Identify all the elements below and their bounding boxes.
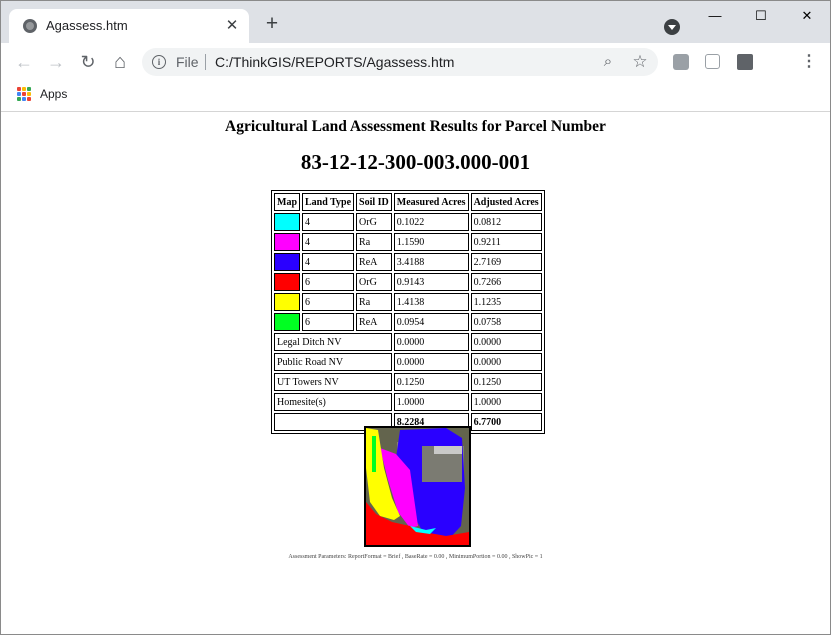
cell-adjusted: 0.7266 [471, 273, 542, 291]
table-row [274, 373, 542, 391]
address-bar[interactable] [142, 48, 658, 76]
map-color-swatch [274, 233, 300, 251]
map-color-swatch [274, 293, 300, 311]
apps-dot [27, 92, 31, 96]
globe-icon [23, 19, 37, 33]
cell-label: Legal Ditch NV [274, 333, 392, 351]
cell-land-type: 4 [302, 213, 354, 231]
table-row [274, 333, 542, 351]
info-icon[interactable]: i [152, 55, 166, 69]
apps-dot [22, 87, 26, 91]
bookmark-star-icon[interactable]: ☆ [632, 52, 648, 71]
apps-dot [17, 87, 21, 91]
forward-button[interactable]: → [47, 52, 65, 72]
shield-extension-icon[interactable] [705, 54, 720, 69]
parcel-map-image [364, 426, 471, 547]
cell-measured: 1.1590 [394, 233, 469, 251]
tab-search-icon[interactable] [664, 19, 680, 35]
cell-measured: 0.0000 [394, 333, 469, 351]
map-color-swatch [274, 313, 300, 331]
cell-measured: 0.0954 [394, 313, 469, 331]
cell-adjusted: 1.1235 [471, 293, 542, 311]
report-title: Agricultural Land Assessment Results for Parcel Number [225, 118, 606, 135]
cell-adjusted: 0.1250 [471, 373, 542, 391]
cell-label: Public Road NV [274, 353, 392, 371]
browser-tab[interactable] [9, 9, 249, 43]
cell-measured: 0.0000 [394, 353, 469, 371]
cell-adjusted: 0.0758 [471, 313, 542, 331]
cell-land-type: 6 [302, 313, 354, 331]
cell-soil-id: Ra [356, 233, 392, 251]
table-row [274, 233, 542, 251]
cell-land-type: 4 [302, 233, 354, 251]
cell-measured: 3.4188 [394, 253, 469, 271]
map-color-swatch [274, 273, 300, 291]
total-adjusted: 6.7700 [471, 413, 542, 431]
cell-measured: 0.1250 [394, 373, 469, 391]
column-header: Adjusted Acres [471, 193, 542, 211]
url-text[interactable]: C:/ThinkGIS/REPORTS/Agassess.htm [215, 54, 455, 70]
cell-label: UT Towers NV [274, 373, 392, 391]
cell-adjusted: 0.0812 [471, 213, 542, 231]
zoom-icon[interactable]: ⌕ [603, 53, 613, 70]
page-content [1, 112, 830, 634]
apps-dot [27, 97, 31, 101]
cell-land-type: 4 [302, 253, 354, 271]
cell-label: Homesite(s) [274, 393, 392, 411]
apps-dot [22, 97, 26, 101]
apps-dot [17, 97, 21, 101]
table-row [274, 273, 542, 291]
maximize-button[interactable]: ☐ [755, 8, 767, 23]
browser-toolbar [1, 43, 830, 81]
apps-dot [17, 92, 21, 96]
cell-adjusted: 0.0000 [471, 353, 542, 371]
column-header: Map [274, 193, 300, 211]
cell-land-type: 6 [302, 293, 354, 311]
back-button[interactable]: ← [15, 52, 33, 72]
column-header: Land Type [302, 193, 354, 211]
parcel-number: 83-12-12-300-003.000-001 [300, 150, 531, 174]
cell-soil-id: OrG [356, 213, 392, 231]
table-row [274, 253, 542, 271]
cell-measured: 1.4138 [394, 293, 469, 311]
close-window-button[interactable]: ✕ [801, 8, 813, 23]
table-row [274, 393, 542, 411]
cell-land-type: 6 [302, 273, 354, 291]
table-row [274, 293, 542, 311]
apps-dot [22, 92, 26, 96]
table-row [274, 213, 542, 231]
map-color-swatch [274, 253, 300, 271]
map-color-swatch [274, 213, 300, 231]
cell-measured: 0.9143 [394, 273, 469, 291]
cell-soil-id: Ra [356, 293, 392, 311]
tab-title: Agassess.htm [46, 18, 128, 33]
reload-button[interactable]: ↻ [80, 52, 96, 72]
cell-adjusted: 2.7169 [471, 253, 542, 271]
cell-adjusted: 0.0000 [471, 333, 542, 351]
cell-soil-id: OrG [356, 273, 392, 291]
tab-close-icon[interactable]: ✕ [225, 17, 239, 34]
cell-soil-id: ReA [356, 253, 392, 271]
apps-dot [27, 87, 31, 91]
assessment-parameters: Assessment Parameters: ReportFormat = Brief , BaseRate = 0.00 , MinimumPortion = 0.00 , ShowPic = 1 [288, 554, 543, 560]
browser-menu-button[interactable]: ⋮ [801, 53, 817, 70]
apps-grid-icon[interactable] [17, 87, 31, 101]
total-measured: 8.2284 [394, 413, 469, 431]
cell-soil-id: ReA [356, 313, 392, 331]
column-header: Measured Acres [394, 193, 469, 211]
url-separator [205, 54, 206, 70]
url-scheme: File [176, 54, 199, 70]
bookmarks-bar [1, 81, 830, 112]
apps-bookmark[interactable]: Apps [40, 87, 68, 101]
assessment-table [271, 190, 545, 434]
cell-measured: 0.1022 [394, 213, 469, 231]
pdf-extension-icon[interactable] [673, 54, 689, 70]
cell-adjusted: 0.9211 [471, 233, 542, 251]
cell-adjusted: 1.0000 [471, 393, 542, 411]
table-row [274, 313, 542, 331]
minimize-button[interactable]: — [708, 8, 722, 23]
puzzle-icon[interactable] [737, 54, 753, 70]
table-row [274, 353, 542, 371]
column-header: Soil ID [356, 193, 392, 211]
home-button[interactable]: ⌂ [113, 51, 127, 73]
cell-measured: 1.0000 [394, 393, 469, 411]
table-header-row [274, 193, 542, 211]
new-tab-button[interactable]: + [265, 12, 279, 35]
tab-strip [1, 1, 830, 43]
